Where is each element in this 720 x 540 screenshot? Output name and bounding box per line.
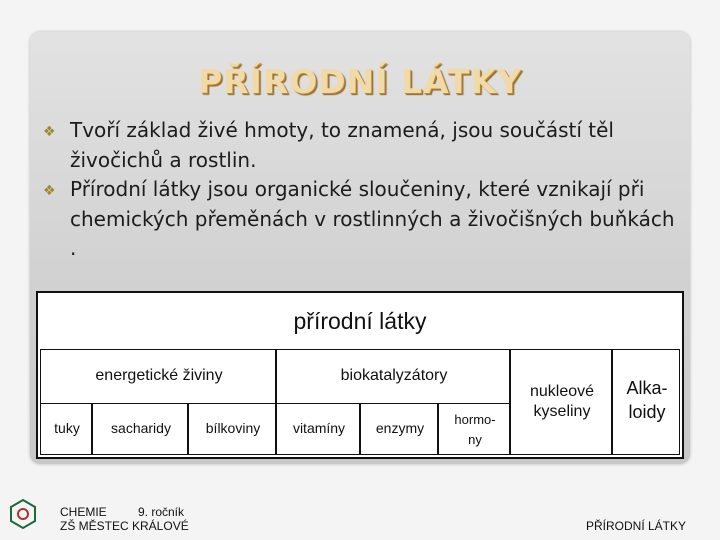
node-enzymes-label: enzymy <box>375 420 425 436</box>
bullet-item <box>40 175 680 264</box>
node-hormones-label: hormo- ny <box>454 412 496 447</box>
node-proteins <box>188 403 276 455</box>
bullet-marker-icon: ❖ <box>43 183 56 199</box>
node-fats-label: tuky <box>54 420 80 436</box>
node-vitamins <box>276 403 360 455</box>
classification-diagram <box>36 291 684 459</box>
node-alkaloids <box>612 349 680 455</box>
node-enzymes <box>360 403 438 455</box>
footer-subject: CHEMIE <box>60 505 107 519</box>
node-vitamins-label: vitamíny <box>292 420 346 436</box>
biocatalysts-group-label: biokatalyzátory <box>340 367 448 384</box>
node-saccharides <box>92 403 188 455</box>
diagram-root-label: přírodní látky <box>293 308 427 334</box>
footer-slide-title: PŘÍRODNÍ LÁTKY <box>586 519 687 533</box>
bullet-marker-icon: ❖ <box>43 124 56 140</box>
bullet-text: Tvoří základ živé hmoty, to znamená, jsou součástí těl živočichů a rostlin. <box>70 118 614 172</box>
footer-school: ZŠ MĚSTEC KRÁLOVÉ <box>60 519 189 533</box>
bullet-text: Přírodní látky jsou organické sloučeniny, které vznikají při chemických přeměnách v rostlinných a živočišných buňkách . <box>70 177 675 260</box>
node-hormones <box>438 403 510 455</box>
bullet-list <box>40 116 680 264</box>
bullet-item <box>40 116 680 175</box>
node-saccharides-label: sacharidy <box>111 420 171 436</box>
node-fats <box>40 403 92 455</box>
slide-title: PŘÍRODNÍ LÁTKY <box>197 62 523 101</box>
energetic-group-label: energetické živiny <box>95 367 223 384</box>
node-nucleic-acids <box>510 349 612 455</box>
node-proteins-label: bílkoviny <box>205 420 261 436</box>
chemistry-logo-icon <box>6 497 40 531</box>
footer-grade: 9. ročník <box>138 505 185 519</box>
node-alkaloids-label: Alka- loidy <box>626 378 668 422</box>
node-nucleic-acids-label: nukleové kyseliny <box>529 383 595 420</box>
